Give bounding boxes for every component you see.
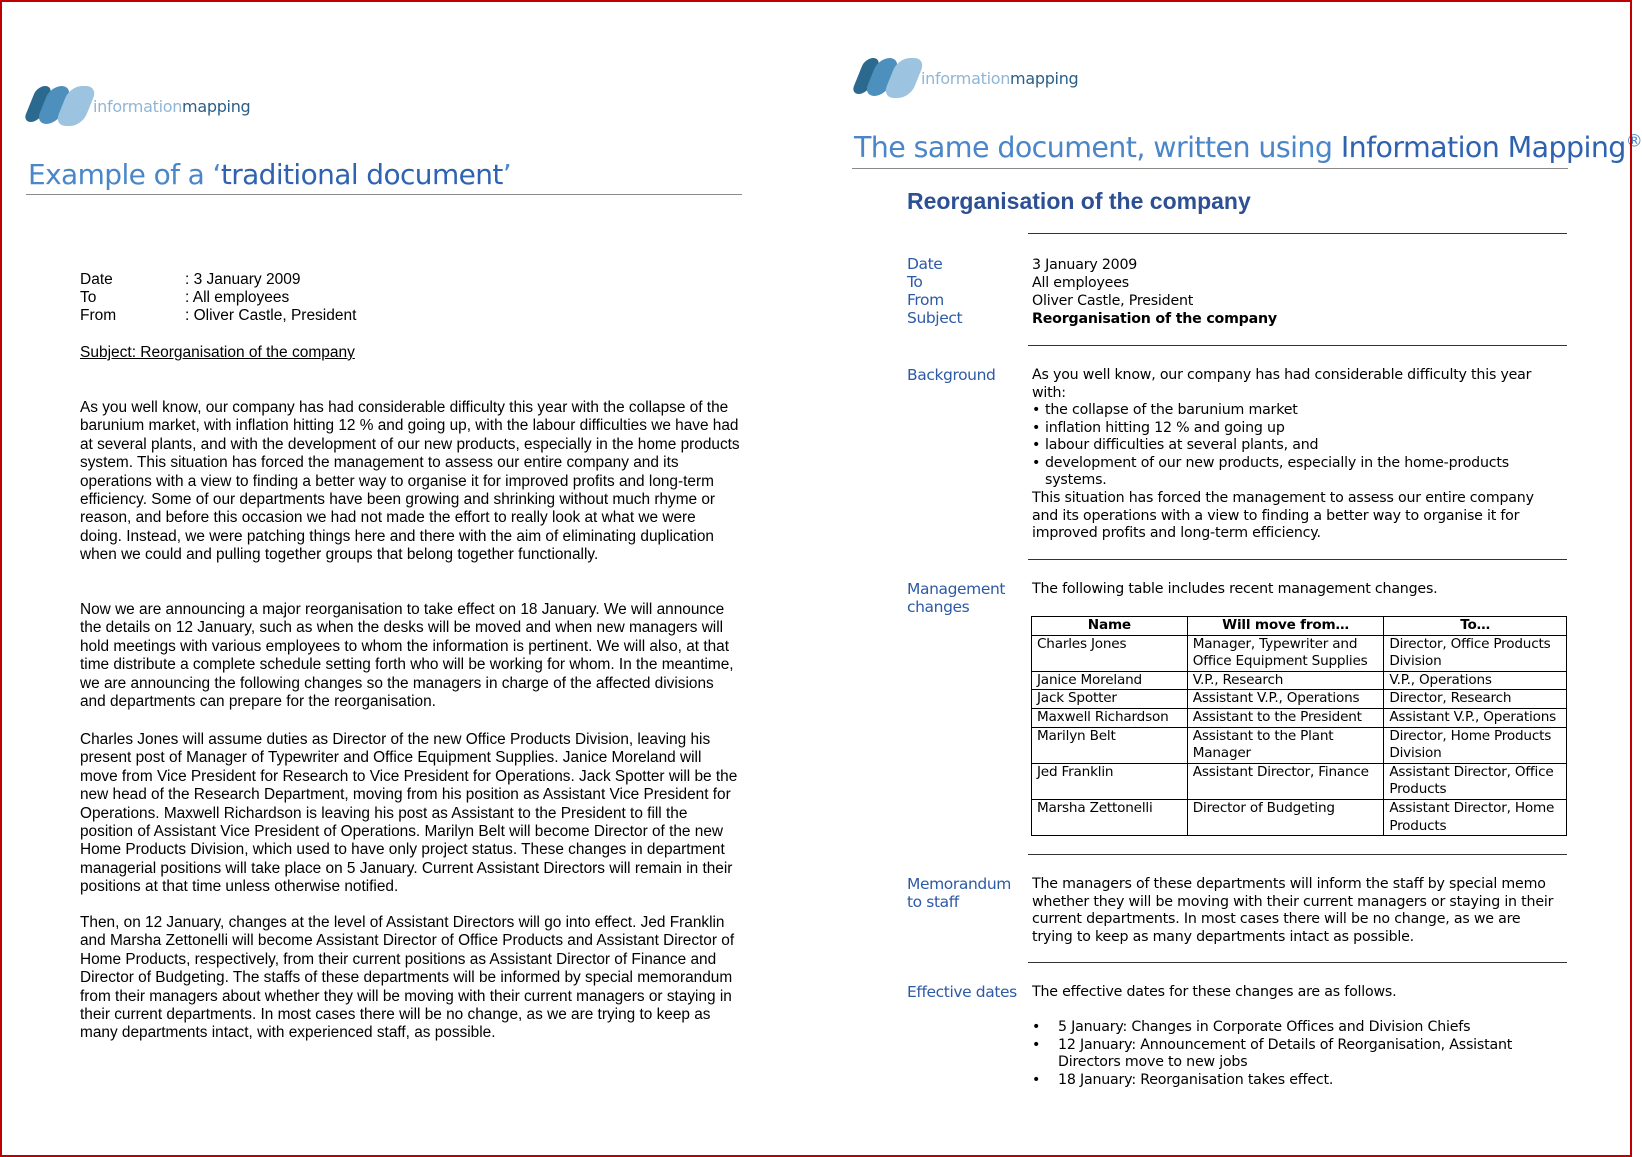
left-title: Example of a ‘traditional document’ (28, 158, 512, 191)
list-item: • inflation hitting 12 % and going up (1032, 420, 1562, 438)
logo-text-right: informationmapping (921, 68, 1079, 88)
cell-from: Assistant V.P., Operations (1187, 690, 1384, 709)
cell-name: Maxwell Richardson (1032, 708, 1188, 727)
left-meta-from: From : Oliver Castle, President (80, 307, 357, 324)
table-row (1032, 635, 1567, 671)
table-header-row (1032, 617, 1567, 636)
list-item: • labour difficulties at several plants, and (1032, 437, 1562, 455)
background-outro: This situation has forced the management to assess our entire company and its operations with a view to finding a better way to organise it for improved profits and long-term efficiency. (1032, 490, 1534, 542)
cell-from: V.P., Research (1187, 671, 1384, 690)
section-label-memo: Memorandum to staff (907, 875, 1011, 911)
table-row (1032, 708, 1567, 727)
meta-label-date: Date (907, 255, 943, 273)
management-changes-table (1031, 616, 1567, 836)
cell-name: Marilyn Belt (1032, 727, 1188, 763)
logo-text: informationmapping (93, 96, 251, 116)
logo-right (858, 58, 1078, 98)
list-item: • the collapse of the barunium market (1032, 402, 1562, 420)
cell-to: Director, Office Products Division (1384, 635, 1567, 671)
table-row (1032, 799, 1567, 835)
cell-name: Janice Moreland (1032, 671, 1188, 690)
logo-mark-icon (30, 86, 87, 126)
meta-value-subject: Reorganisation of the company (1032, 311, 1277, 327)
list-item: • 12 January: Announcement of Details of Reorganisation, Assistant Directors move to new jobs (1032, 1037, 1562, 1072)
cell-from: Assistant to the Plant Manager (1187, 727, 1384, 763)
cell-to: V.P., Operations (1384, 671, 1567, 690)
management-intro: The following table includes recent management changes. (1032, 581, 1438, 597)
logo-left (30, 86, 250, 126)
effective-dates-list (1032, 1019, 1562, 1089)
cell-from: Assistant Director, Finance (1187, 763, 1384, 799)
left-meta-to: To : All employees (80, 289, 290, 306)
right-title-rule (852, 168, 1568, 169)
column-header-name: Name (1032, 617, 1188, 636)
meta-label-to: To (907, 273, 923, 291)
right-title: The same document, written using Information Mapping® (854, 131, 1642, 164)
divider (1028, 962, 1567, 963)
left-paragraph-2: Now we are announcing a major reorganisation to take effect on 18 January. We will announce the details on 12 January, such as when the desks will be moved and when new managers will hold meetings with various employees to whom the information is pertinent. We will also, at that time distribute a complete schedule setting forth who will be working for whom. In the meantime, we are announcing the following changes so the managers in charge of the affected divisions and departments can prepare for the reorganisation. (80, 601, 734, 711)
section-label-management: Management changes (907, 580, 1006, 616)
section-label-background: Background (907, 366, 996, 384)
divider (1028, 559, 1567, 560)
cell-from: Director of Budgeting (1187, 799, 1384, 835)
left-paragraph-3: Charles Jones will assume duties as Director of the new Office Products Division, leaving his present post of Manager of Typewriter and Office Equipment Supplies. Janice Moreland will move from Vice President for Research to Vice President for Operations. Jack Spotter will be the new head of the Research Department, moving from his position as Assistant Vice President for Operations. Maxwell Richardson is leaving his post as Assistant to the President to fill the position of Assistant Vice President of Operations. Marilyn Belt will become Director of the new Home Products Division, which used to have only project status. These changes in department managerial positions will take place on 5 January. Current Assistant Directors will remain in their positions at that time unless otherwise notified. (80, 731, 738, 896)
cell-name: Marsha Zettonelli (1032, 799, 1188, 835)
divider (1028, 233, 1567, 234)
column-header-from: Will move from… (1187, 617, 1384, 636)
meta-value-date: 3 January 2009 (1032, 257, 1138, 273)
background-bullet-list (1032, 402, 1562, 490)
background-intro: As you well know, our company has had considerable difficulty this year with: (1032, 367, 1532, 401)
left-title-rule (26, 194, 742, 195)
cell-name: Jed Franklin (1032, 763, 1188, 799)
table-row (1032, 763, 1567, 799)
table-row (1032, 690, 1567, 709)
cell-name: Charles Jones (1032, 635, 1188, 671)
cell-to: Assistant Director, Home Products (1384, 799, 1567, 835)
left-subject: Subject: Reorganisation of the company (80, 344, 355, 361)
document-heading: Reorganisation of the company (907, 188, 1251, 214)
divider (1028, 854, 1567, 855)
list-item: • development of our new products, especially in the home-products systems. (1032, 455, 1562, 490)
cell-to: Assistant Director, Office Products (1384, 763, 1567, 799)
meta-label-subject: Subject (907, 309, 963, 327)
logo-mark-icon-right (858, 58, 915, 98)
meta-label-from: From (907, 291, 944, 309)
left-meta-date: Date : 3 January 2009 (80, 271, 301, 288)
cell-to: Director, Research (1384, 690, 1567, 709)
effective-intro: The effective dates for these changes are as follows. (1032, 984, 1397, 1000)
left-paragraph-4: Then, on 12 January, changes at the level of Assistant Directors will go into effect. Jed Franklin and Marsha Zettonelli will become Assistant Director of Office Products and Assistant Director of Home Products, respectively, from their current positions as Assistant Director of Finance and Director of Budgeting. The staffs of these departments will be informed by special memorandum from their managers about whether they will be moving with their current managers or staying in their current departments. In most cases there will be no change, as we are trying to keep as many departments intact, with experienced staff, as possible. (80, 914, 735, 1042)
list-item: • 18 January: Reorganisation takes effect. (1032, 1072, 1562, 1090)
table-row (1032, 671, 1567, 690)
list-item: • 5 January: Changes in Corporate Offices and Division Chiefs (1032, 1019, 1562, 1037)
column-header-to: To… (1384, 617, 1567, 636)
divider (1028, 345, 1567, 346)
table-row (1032, 727, 1567, 763)
cell-from: Manager, Typewriter and Office Equipment Supplies (1187, 635, 1384, 671)
meta-value-to: All employees (1032, 275, 1129, 291)
cell-to: Assistant V.P., Operations (1384, 708, 1567, 727)
meta-value-from: Oliver Castle, President (1032, 293, 1194, 309)
cell-name: Jack Spotter (1032, 690, 1188, 709)
memo-text: The managers of these departments will inform the staff by special memo whether they will be moving with their current managers or staying in their current departments. In most cases there will be no change, as we are trying to keep as many departments intact as possible. (1032, 876, 1554, 945)
left-paragraph-1: As you well know, our company has had considerable difficulty this year with the collapse of the barunium market, with inflation hitting 12 % and going up, with the labour difficulties we have had at several plants, and with the development of our new products, especially in the home products system. This situation has forced the management to assess our entire company and its operations with a view to finding a better way to organise it for improved profits and long-term efficiency. Some of our departments have been growing and shrinking without much rhyme or reason, and before this occasion we had not made the effort to really look at what we were doing. Instead, we were patching things here and there with the aim of eliminating duplication when we could and pulling together groups that belong together functionally. (80, 399, 740, 564)
cell-from: Assistant to the President (1187, 708, 1384, 727)
section-label-effective: Effective dates (907, 983, 1017, 1001)
cell-to: Director, Home Products Division (1384, 727, 1567, 763)
